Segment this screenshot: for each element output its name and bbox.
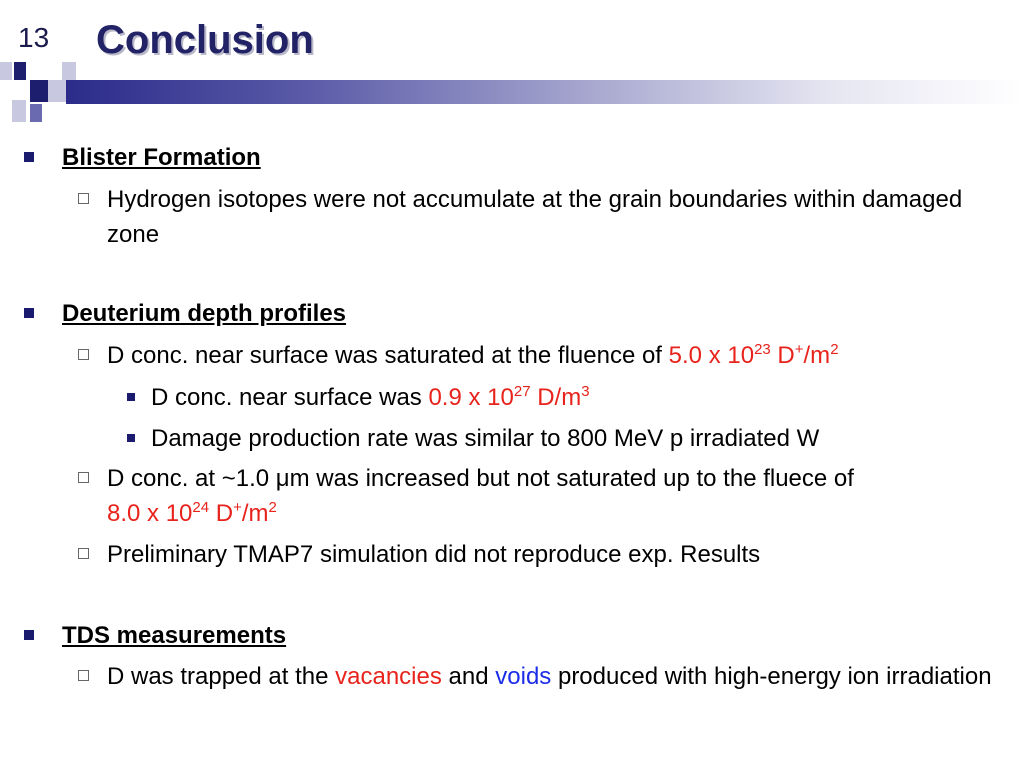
section-heading: Blister Formation [62,144,261,171]
item-text: Damage production rate was similar to 800 MeV p irradiated W [151,425,820,452]
list-item [78,659,998,694]
square-bullet-icon [24,630,34,640]
title-gradient-bar [66,80,1024,104]
hollow-square-bullet-icon [78,670,89,681]
hollow-square-bullet-icon [78,349,89,360]
item-text: D conc. near surface was 0.9 x $10^{27}$ $D/m^3$ [151,383,590,411]
square-bullet-icon [24,152,34,162]
item-text: Hydrogen isotopes were not accumulate at the grain boundaries within damaged zone [107,186,963,248]
list-item [78,338,998,373]
sub-list-item [127,380,1007,415]
section-heading: Deuterium depth profiles [62,300,347,327]
square-bullet-icon [127,393,135,401]
list-item [78,182,998,252]
item-text: D conc. at ~1.0 μm was increased but not saturated up to the fluece of 8.0 x $10^{24}$ $D^+/m^2$ [107,465,854,527]
list-item [78,537,998,572]
slide-title: Conclusion [96,18,314,62]
section-heading: TDS measurements [62,622,287,649]
list-item [78,461,998,531]
item-text: D was trapped at the vacancies and voids produced with high-energy ion irradiation [107,663,992,690]
hollow-square-bullet-icon [78,193,89,204]
item-text: D conc. near surface was saturated at the fluence of 5.0 x $10^{23}$ $D^+/m^2$ [107,341,839,369]
hollow-square-bullet-icon [78,472,89,483]
hollow-square-bullet-icon [78,548,89,559]
sub-list-item [127,421,1007,456]
square-bullet-icon [24,308,34,318]
item-text: Preliminary TMAP7 simulation did not reproduce exp. Results [107,541,761,568]
slide-number: 13 [18,22,50,53]
square-bullet-icon [127,434,135,442]
